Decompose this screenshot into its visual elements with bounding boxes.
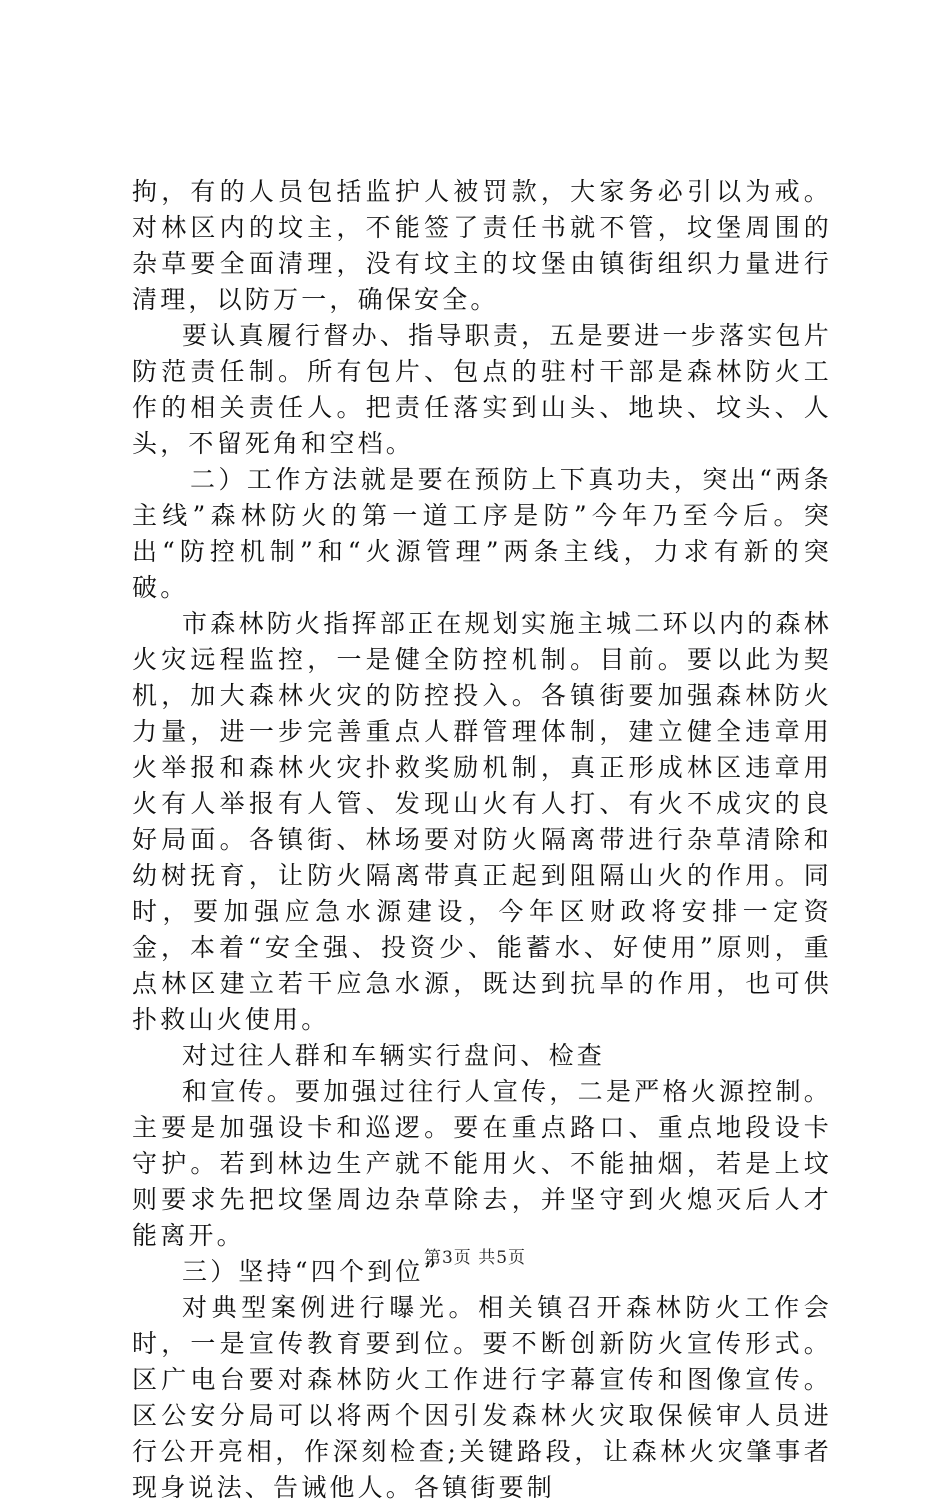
paragraph-3: 二）工作方法就是要在预防上下真功夫，突出“两条主线”森林防火的第一道工序是防”今年乃至今后。突出“防控机制”和“火源管理”两条主线，力求有新的突破。 — [132, 465, 832, 602]
paragraph-1: 拘，有的人员包括监护人被罚款，大家务必引以为戒。对林区内的坟主，不能签了责任书就不管，坟堡周围的杂草要全面清理，没有坟主的坟堡由镇街组织力量进行清理，以防万一，确保安全。 — [132, 177, 832, 314]
section-heading-3: 三）坚持“四个到位” — [182, 1257, 440, 1286]
paragraph-7: 对典型案例进行曝光。相关镇召开森林防火工作会时，一是宣传教育要到位。要不断创新防火宣传形式。区广电台要对森林防火工作进行字幕宣传和图像宣传。区公安分局可以将两个因引发森林火灾取保候审人员进行公开亮相，作深刻检查;关键路段，让森林火灾肇事者现身说法、告诫他人。各镇街要制 — [132, 1293, 832, 1502]
page-number-footer: 第3页 共5页 — [423, 1248, 527, 1268]
paragraph-2: 要认真履行督办、指导职责，五是要进一步落实包片防范责任制。所有包片、包点的驻村干部是森林防火工作的相关责任人。把责任落实到山头、地块、坟头、人头，不留死角和空档。 — [132, 321, 832, 458]
document-body — [132, 174, 832, 1506]
paragraph-4: 市森林防火指挥部正在规划实施主城二环以内的森林火灾远程监控，一是健全防控机制。目前。要以此为契机，加大森林火灾的防控投入。各镇街要加强森林防火力量，进一步完善重点人群管理体制，建立健全违章用火举报和森林火灾扑救奖励机制，真正形成林区违章用火有人举报有人管、发现山火有人打、有火不成灾的良好局面。各镇街、林场要对防火隔离带进行杂草清除和幼树抚育，让防火隔离带真正起到阻隔山火的作用。同时，要加强应急水源建设，今年区财政将安排一定资金，本着“安全强、投资少、能蓄水、好使用”原则，重点林区建立若干应急水源，既达到抗旱的作用，也可供扑救山火使用。 — [132, 609, 832, 1034]
paragraph-6: 和宣传。要加强过往行人宣传，二是严格火源控制。主要是加强设卡和巡逻。要在重点路口、重点地段设卡守护。若到林边生产就不能用火、不能抽烟，若是上坟则要求先把坟堡周边杂草除去，并坚守到火熄灭后人才能离开。 — [132, 1077, 832, 1250]
paragraph-5: 对过往人群和车辆实行盘问、检查 — [182, 1041, 606, 1070]
